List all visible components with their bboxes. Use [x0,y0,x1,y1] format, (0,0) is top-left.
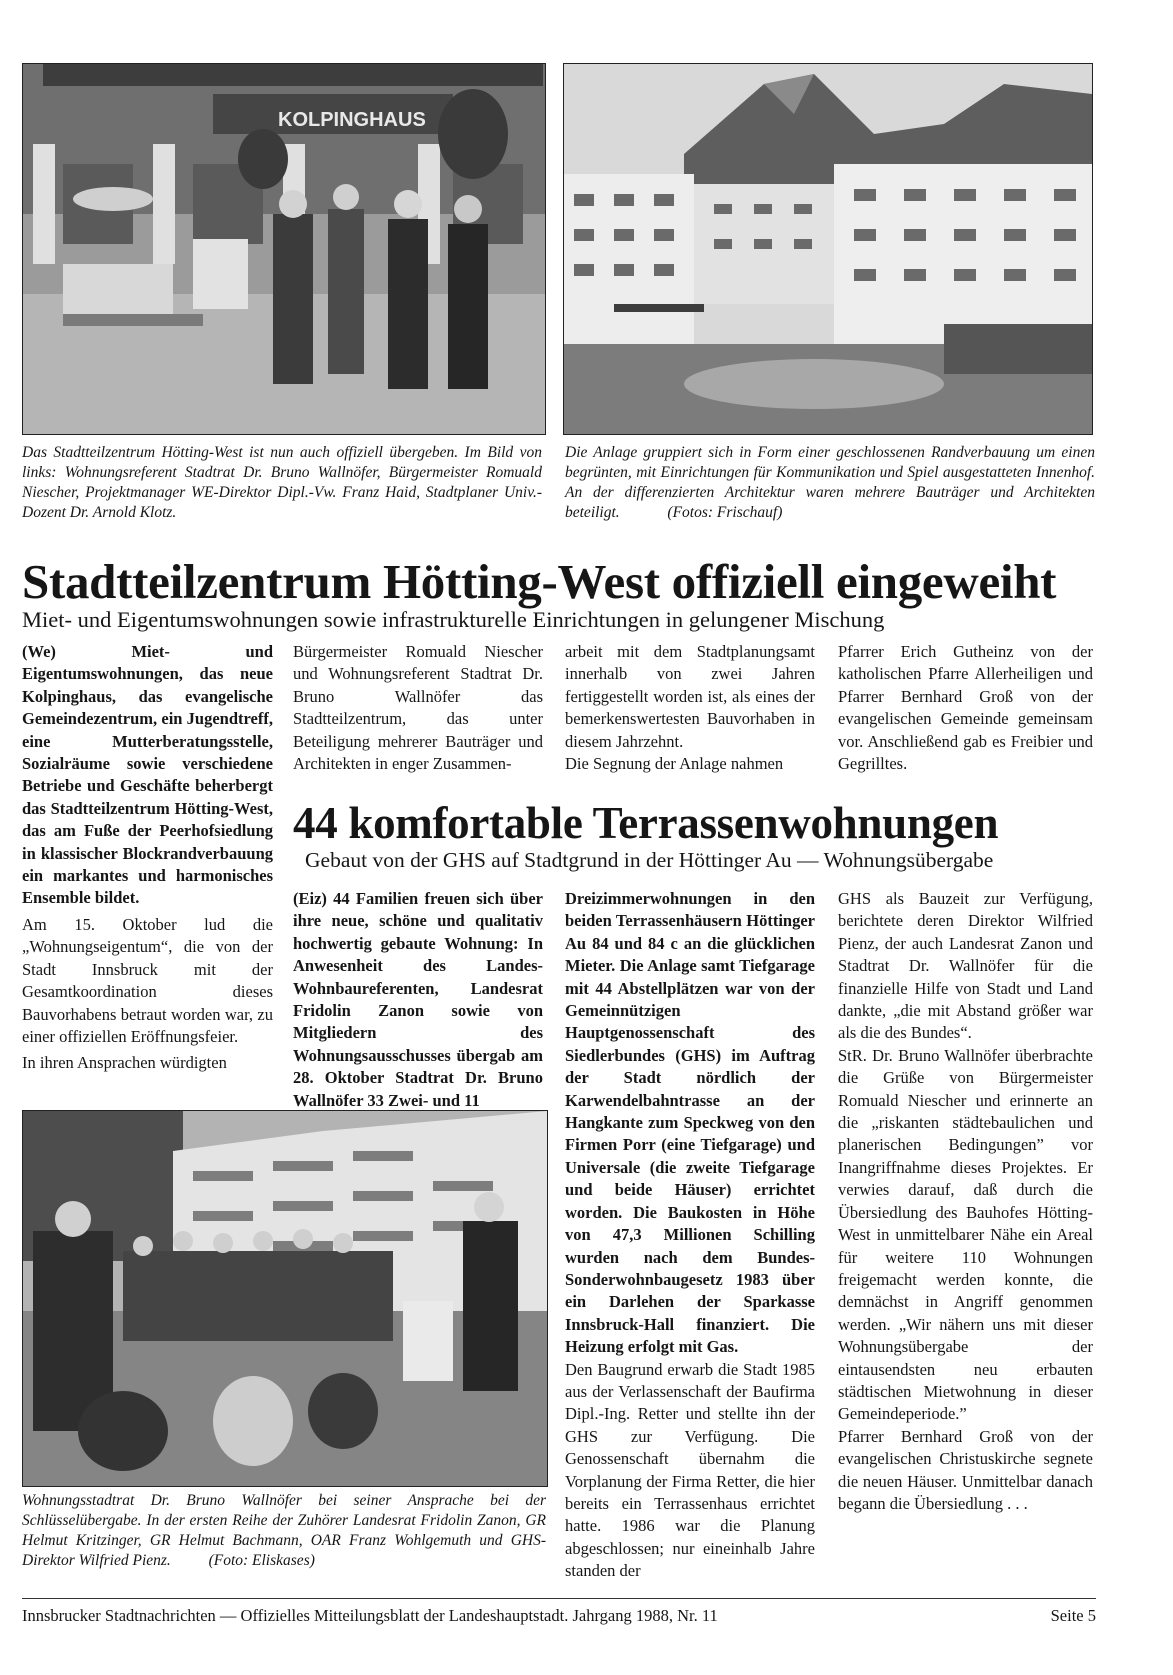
article1-column-3-text: arbeit mit dem Stadtplanungsamt innerhalb von zwei Jahren fertiggestellt worden ist, als eines der bemerkenswertesten Bauvorhaben in diesem Jahrzehnt. [565,642,815,751]
footer-rule [22,1598,1096,1599]
article1-paragraph-3: In ihren Ansprachen würdigten [22,1053,227,1073]
article1-column-4 [838,641,1093,775]
photo-randverbauung-courtyard [563,63,1093,435]
photo-kolpinghaus-opening [22,63,546,435]
article1-paragraph-2: Am 15. Oktober lud die „Wohnungseigentum“, die von der Stadt Innsbruck mit der Gesamtkoordination dieses Bauvorhabens betraut worden war, zu einer offiziellen Eröffnungsfeier. [22,914,273,1046]
caption-kolpinghaus: Das Stadtteilzentrum Hötting-West ist nun auch offiziell übergeben. Im Bild von links: Wohnungsreferent Stadtrat Dr. Bruno Wallnöfer, Bürgermeister Romuald Niescher, Projektmanager WE-Direktor Dipl.-Vw. Franz Haid, Stadtplaner Univ.-Dozent Dr. Arnold Klotz. [22,444,542,521]
caption-courtyard-text: Die Anlage gruppiert sich in Form einer geschlossenen Randverbauung um einen begrünten, mit Einrichtungen für Kommunikation und Spiel ausgestatteten Innenhof. An der differenzierten Architektur waren mehrere Bauträger und Architekten beteiligt. [565,444,1095,521]
photo-credit-frischauf: (Fotos: Frischauf) [667,504,783,521]
article2-column-1 [293,888,543,1112]
article1-headline: Stadtteilzentrum Hötting-West offiziell eingeweiht [22,554,1057,609]
article2-column-2 [565,888,815,1583]
photo-key-handover-speech [22,1110,548,1487]
article1-subheadline: Miet- und Eigentumswohnungen sowie infrastrukturelle Einrichtungen in gelungener Mischung [22,607,885,632]
article2-column-1-text: (Eiz) 44 Familien freuen sich über ihre neue, schöne und qualitativ hochwertig gebaute Wohnung: In Anwesenheit des Landes-Wohnbaureferenten, Landesrat Fridolin Zanon sowie von Mitgliedern des Wohnungsausschusses übergab am 28. Oktober Stadtrat Dr. Bruno Wallnöfer 33 Zwei- und 11 [293,889,543,1110]
article2-column-2-text: Den Baugrund erwarb die Stadt 1985 aus der Verlassenschaft der Baufirma Dipl.-Ing. Retter und stellte ihn der GHS zur Verfügung. Die Genossenschaft übernahm die Vorplanung der Firma Retter, die hier bereits ein Terrassenhaus errichtet hatte. 1986 war die Planung abgeschlossen; nur eineinhalb Jahre standen der [565,1359,815,1581]
article1-column-2-text: Bürgermeister Romuald Niescher und Wohnungsreferent Stadtrat Dr. Bruno Wallnöfer das Stadtteilzentrum, das unter Beteiligung mehrerer Bauträger und Architekten in enger Zusammen- [293,642,543,774]
photo-kolpinghaus-drawing [23,64,545,434]
article2-column-3-p1: GHS als Bauzeit zur Verfügung, berichtete deren Direktor Wilfried Pienz, der auch Landesrat Zanon und Stadtrat Dr. Wallnöfer für die finanzielle Hilfe von Stadt und Land dankte, „die mit Abstand größer war als die des Bundes“. [838,889,1093,1043]
article1-column-2 [293,641,543,775]
caption-key-handover-text: Wohnungsstadtrat Dr. Bruno Wallnöfer bei seiner Ansprache bei der Schlüsselübergabe. In der ersten Reihe der Zuhörer Landesrat Fridolin Zanon, GR Helmut Kritzinger, GR Helmut Bachmann, OAR Franz Wohlgemuth und GHS-Direktor Wilfried Pienz. [22,1492,546,1569]
caption-key-handover [22,1491,546,1571]
page-footer [22,1605,1096,1627]
article2-headline: 44 komfortable Terrassenwohnungen [293,798,999,848]
article1-column-3 [565,641,815,775]
article2-subheadline: Gebaut von der GHS auf Stadtgrund in der Höttinger Au — Wohnungsübergabe [305,848,994,872]
footer-page-number: Seite 5 [1050,1606,1096,1625]
article1-column-4-text: Pfarrer Erich Gutheinz von der katholischen Pfarre Allerheiligen und Pfarrer Bernhard Groß von der evangelischen Gemeinde gemeinsam vor. Anschließend gab es Freibier und Gegrilltes. [838,642,1093,774]
article2-column-2-bold: Dreizimmerwohnungen in den beiden Terrassenhäusern Höttinger Au 84 und 84 c an die glücklichen Mieter. Die Anlage samt Tiefgarage mit 44 Abstellplätzen war von der Gemeinnützigen Hauptgenossenschaft des Siedlerbundes (GHS) im Auftrag der Stadt nördlich der Karwendelbahntrasse an der Hangkante zum Speckweg von den Firmen Porr (eine Tiefgarage) und Universale (die zweite Tiefgarage und beide Häuser) errichtet worden. Die Baukosten in Höhe von 47,3 Millionen Schilling wurden nach dem Bundes-Sonderwohnbaugesetz 1983 über ein Darlehen der Sparkasse Innsbruck-Hall finanziert. Die Heizung erfolgt mit Gas. [565,889,815,1357]
article2-column-3 [838,888,1093,1515]
article2-column-3-p2: StR. Dr. Bruno Wallnöfer überbrachte die Grüße von Bürgermeister Romuald Niescher und erinnerte an die „riskanten städtebaulichen und planerischen Bedingungen” vor Inangriffnahme dieses Projektes. Er verwies darauf, daß durch die Übersiedlung des Bauhofes Hötting-West in unmittelbarer Nähe ein Areal für weitere 110 Wohnungen freigemacht werden konnte, die demnächst in Angriff genommen werden. „Wir nähern uns mit dieser Wohnungsübergabe der eintausendsten neu erbauten städtischen Mietwohnung in dieser Gemeindeperiode.” [838,1045,1093,1424]
article1-lead-paragraph: (We) Miet- und Eigentumswohnungen, das neue Kolpinghaus, das evangelische Gemeindezentrum, ein Jugendtreff, eine Mutterberatungsstelle, Sozialräume sowie verschiedene Betriebe und Geschäfte beherbergt das Stadtteilzentrum Hötting-West, das am Fuße der Peerhofsiedlung in klassischer Blockrandverbauung ein markantes und harmonisches Ensemble bildet. [22,642,273,908]
photo-speech-drawing [23,1111,547,1486]
caption-courtyard [565,443,1095,523]
article2-column-3-p3: Pfarrer Bernhard Groß von der evangelischen Christuskirche segnete die neuen Häuser. Unmittelbar danach begann die Übersiedlung . . . [838,1426,1093,1513]
kolpinghaus-sign: KOLPINGHAUS [278,109,426,131]
article1-column-1 [22,641,273,1075]
photo-courtyard-drawing [564,64,1092,434]
article1-column-3-tail: Die Segnung der Anlage nahmen [565,754,784,774]
footer-publication: Innsbrucker Stadtnachrichten — Offizielles Mitteilungsblatt der Landeshauptstadt. Jahrgang 1988, Nr. 11 [22,1606,718,1625]
photo-credit-eliskases: (Foto: Eliskases) [208,1552,315,1569]
